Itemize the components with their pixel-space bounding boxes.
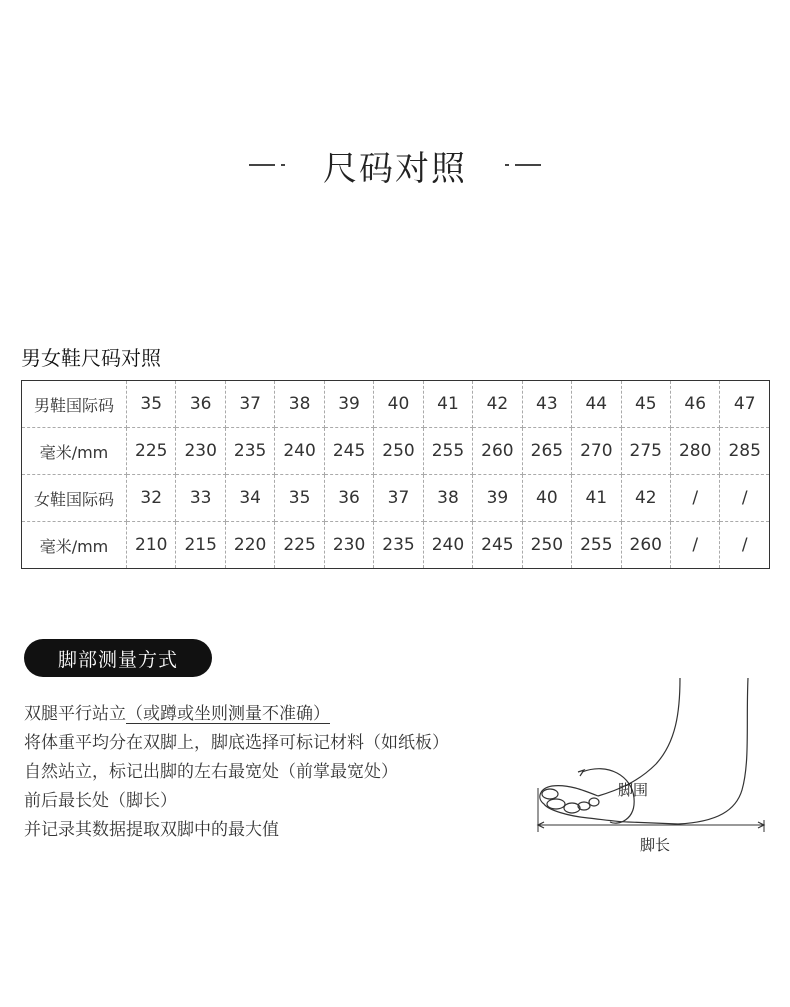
instruction-line-1-text: 双腿平行站立 (24, 704, 126, 724)
instruction-line-5: 并记录其数据提取双脚中的最大值 (24, 820, 279, 840)
measurement-heading: 脚部测量方式 (24, 639, 212, 677)
size-row-label: 女鞋国际码 (22, 475, 127, 522)
size-table-body (22, 381, 770, 569)
size-row-label: 毫米/mm (22, 428, 127, 475)
size-cell: 260 (621, 522, 670, 569)
size-table (21, 380, 770, 569)
size-cell: 250 (522, 522, 571, 569)
size-cell: 37 (374, 475, 423, 522)
title-bar (0, 140, 790, 190)
size-table-row (22, 522, 770, 569)
size-cell: 245 (324, 428, 373, 475)
size-cell: 250 (374, 428, 423, 475)
size-cell: 260 (473, 428, 522, 475)
instruction-line-2: 将体重平均分在双脚上，脚底选择可标记材料（如纸板） (24, 733, 449, 753)
size-cell: 210 (127, 522, 176, 569)
instruction-line-1 (24, 700, 449, 729)
size-cell: 34 (225, 475, 274, 522)
size-cell: 35 (275, 475, 324, 522)
size-cell: 220 (225, 522, 274, 569)
size-cell: 42 (621, 475, 670, 522)
size-cell: 39 (473, 475, 522, 522)
size-cell: 275 (621, 428, 670, 475)
size-cell: / (670, 475, 719, 522)
size-cell: 240 (275, 428, 324, 475)
size-cell: 255 (572, 522, 621, 569)
instruction-line-4: 前后最长处（脚长） (24, 791, 177, 811)
size-cell: 265 (522, 428, 571, 475)
size-cell: 44 (572, 381, 621, 428)
size-cell: 37 (225, 381, 274, 428)
size-cell: 39 (324, 381, 373, 428)
size-table-row (22, 381, 770, 428)
size-cell: 285 (720, 428, 770, 475)
size-cell: 45 (621, 381, 670, 428)
instruction-line-1-note: （或蹲或坐则测量不准确） (126, 704, 330, 724)
size-cell: 41 (423, 381, 472, 428)
instruction-line-3: 自然站立，标记出脚的左右最宽处（前掌最宽处） (24, 762, 398, 782)
page-title: 尺码对照 (323, 148, 467, 189)
size-cell: 32 (127, 475, 176, 522)
title-decoration-right (505, 164, 541, 166)
size-cell: 41 (572, 475, 621, 522)
size-cell: 40 (374, 381, 423, 428)
size-row-label: 男鞋国际码 (22, 381, 127, 428)
size-cell: 245 (473, 522, 522, 569)
size-cell: / (670, 522, 719, 569)
size-table-row (22, 475, 770, 522)
foot-measurement-illustration (528, 672, 778, 862)
size-cell: 42 (473, 381, 522, 428)
size-cell: 225 (275, 522, 324, 569)
size-cell: 215 (176, 522, 225, 569)
size-cell: 35 (127, 381, 176, 428)
size-cell: 225 (127, 428, 176, 475)
size-cell: 46 (670, 381, 719, 428)
size-cell: 36 (176, 381, 225, 428)
size-table-row (22, 428, 770, 475)
size-cell: 40 (522, 475, 571, 522)
foot-length-label: 脚长 (640, 836, 671, 854)
foot-girth-label: 脚围 (618, 781, 649, 799)
size-cell: 33 (176, 475, 225, 522)
size-cell: 47 (720, 381, 770, 428)
size-cell: 38 (275, 381, 324, 428)
size-cell: 235 (225, 428, 274, 475)
title-decoration-left (249, 164, 285, 166)
size-cell: 230 (324, 522, 373, 569)
size-cell: 240 (423, 522, 472, 569)
size-cell: 230 (176, 428, 225, 475)
size-cell: 38 (423, 475, 472, 522)
size-cell: 43 (522, 381, 571, 428)
size-cell: / (720, 475, 770, 522)
size-cell: 255 (423, 428, 472, 475)
size-cell: / (741, 535, 748, 555)
measurement-instructions (24, 700, 449, 845)
size-cell: 235 (374, 522, 423, 569)
size-cell: 280 (670, 428, 719, 475)
size-cell: 270 (572, 428, 621, 475)
size-row-label: 毫米/mm (22, 522, 127, 569)
size-table-title: 男女鞋尺码对照 (21, 346, 161, 370)
size-cell: 36 (324, 475, 373, 522)
